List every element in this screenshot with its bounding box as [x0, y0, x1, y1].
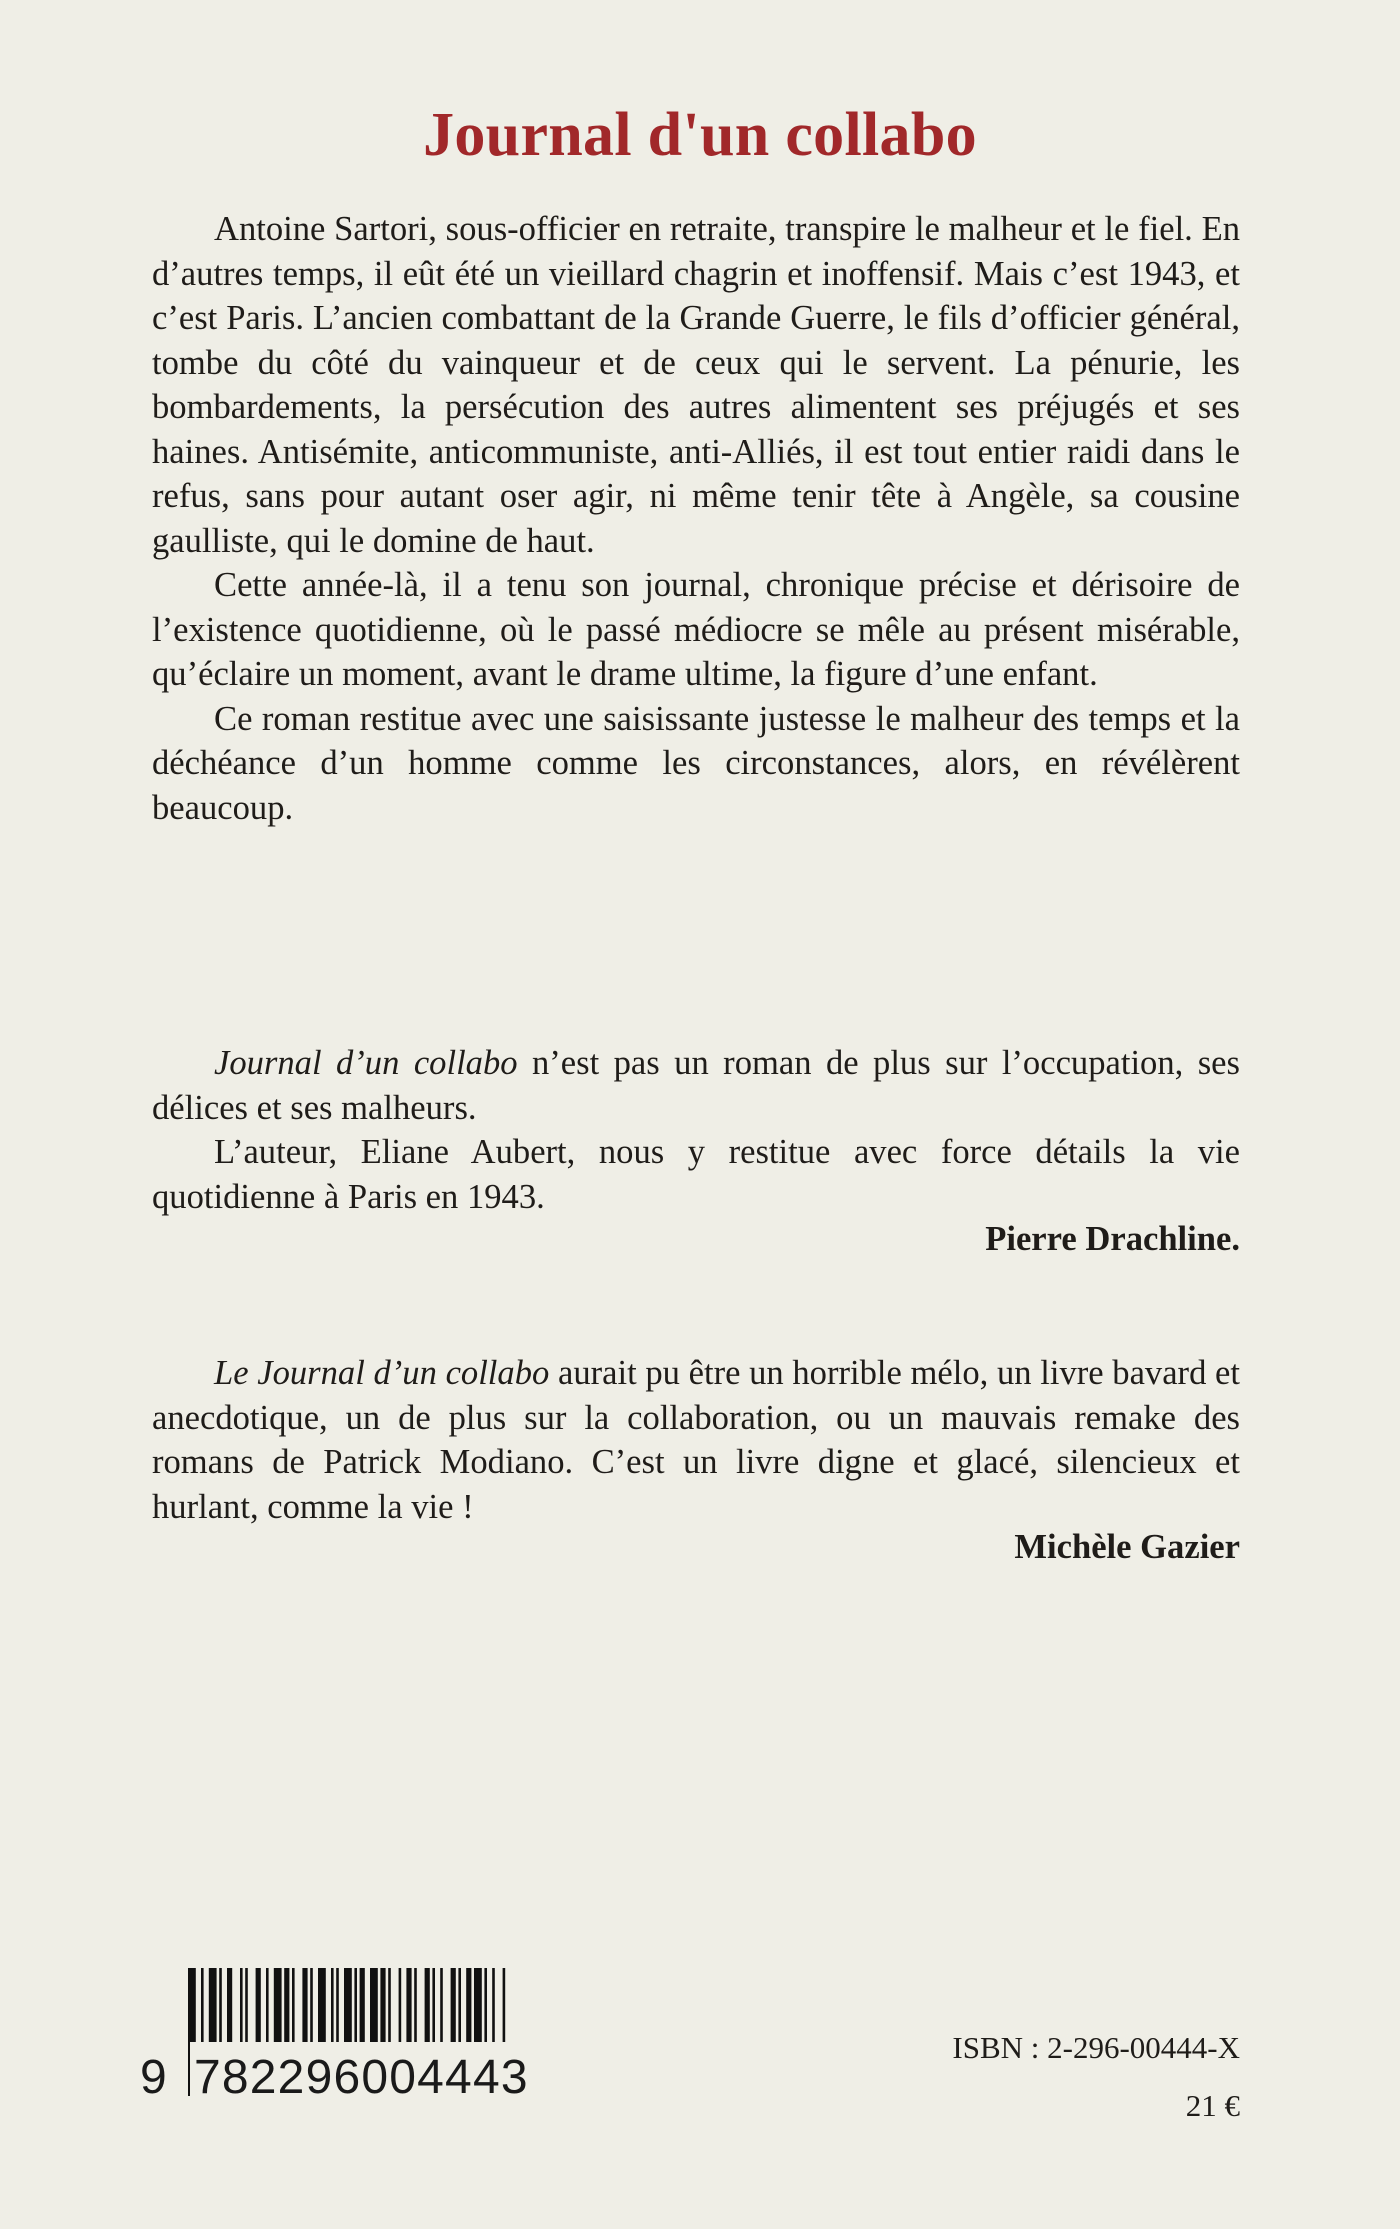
- signature-gazier: Michèle Gazier: [1014, 1528, 1240, 1566]
- review-text: aurait pu être un horrible mélo, un livre bavard et anecdotique, un de plus sur la collaboration, ou un mauvais remake des romans de Patrick Modiano. C’est un livre digne et glacé, silencieux et hurlant, comme la vie !: [152, 1354, 1240, 1526]
- book-title: Journal d'un collabo: [423, 100, 977, 169]
- review-title-italic: Journal d’un collabo: [214, 1044, 518, 1082]
- review-drachline: [152, 1041, 1240, 1219]
- isbn: ISBN : 2-296-00444-X: [952, 2030, 1240, 2065]
- synopsis-paragraph: Ce roman restitue avec une saisissante justesse le malheur des temps et la déchéance d’un homme comme les circonstances, alors, en révélèrent beaucoup.: [152, 699, 1240, 827]
- review-gazier: [152, 1351, 1240, 1529]
- synopsis: [152, 207, 1240, 830]
- barcode-first-digit: 9: [140, 2051, 167, 2104]
- synopsis-paragraph: Cette année-là, il a tenu son journal, chronique précise et dérisoire de l’existence quotidienne, où le passé médiocre se mêle au présent misérable, qu’éclaire un moment, avant le drame ultime, la figure d’une enfant.: [152, 566, 1240, 693]
- price: 21 €: [1185, 2088, 1240, 2123]
- review-paragraph: [152, 1041, 1240, 1130]
- review-title-italic: Le Journal d’un collabo: [214, 1354, 550, 1392]
- signature-drachline: Pierre Drachline.: [985, 1220, 1240, 1258]
- review-text: n’est pas un roman de plus sur l’occupation, ses délices et ses malheurs.: [152, 1044, 1240, 1127]
- barcode-digits: [140, 2042, 560, 2114]
- synopsis-paragraph: Antoine Sartori, sous-officier en retraite, transpire le malheur et le fiel. En d’autres temps, il eût été un vieillard chagrin et inoffensif. Mais c’est 1943, et c’est Paris. L’ancien combattant de la Grande Guerre, le fils d’officier général, tombe du côté du vainqueur et de ceux qui le servent. La pénurie, les bombardements, la persécution des autres alimentent ses préjugés et ses haines. Antisémite, anticommuniste, anti-Alliés, il est tout entier raidi dans le refus, sans pour autant oser agir, ni même tenir tête à Angèle, sa cousine gaulliste, qui le domine de haut.: [152, 210, 1240, 560]
- review-paragraph: [152, 1351, 1240, 1529]
- review-paragraph: L’auteur, Eliane Aubert, nous y restitue avec force détails la vie quotidienne à Paris en 1943.: [152, 1133, 1240, 1216]
- barcode-digit-groups: 782296004443: [190, 2042, 533, 2114]
